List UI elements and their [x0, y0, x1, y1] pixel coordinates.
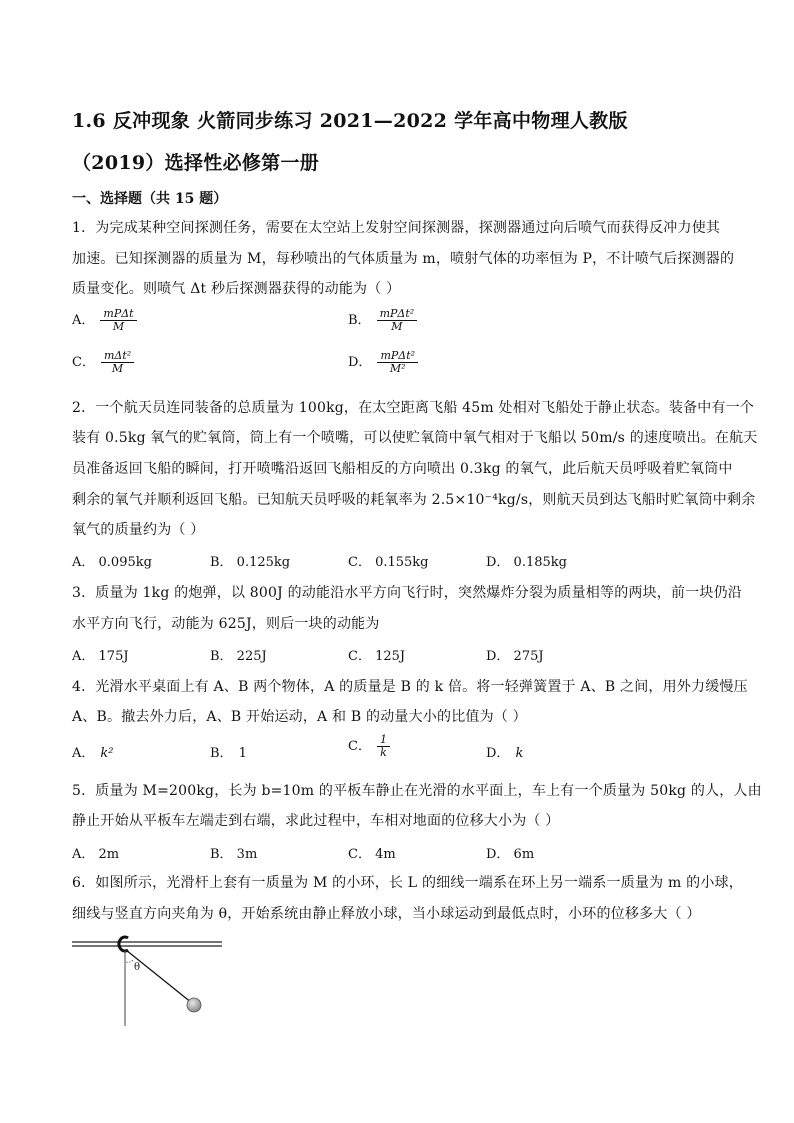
q4-option-a: A． k² [72, 746, 114, 761]
q5-option-a: A． 2m [72, 847, 120, 862]
q5-line-1: 5．质量为 M=200kg，长为 b=10m 的平板车静止在光滑的水平面上，车上有一个质量为 50kg 的人，人由 [72, 783, 762, 799]
q3-line-2: 水平方向飞行，动能为 625J，则后一块的动能为 [72, 616, 380, 632]
q6-line-1: 6．如图所示，光滑杆上套有一质量为 M 的小环，长 L 的细线一端系在环上另一端系一质量为 m 的小球， [72, 875, 743, 891]
pendulum-figure [70, 928, 230, 1028]
fraction: $\frac{\text{mPΔt²}}{M}$ [377, 308, 418, 333]
q2-option-b: B． 0.125kg [210, 555, 291, 570]
fraction: $\frac{\text{mPΔt²}}{\text{M²}}$ [377, 350, 418, 375]
q3-line-1: 3．质量为 1kg 的炮弹，以 800J 的动能沿水平方向飞行时，突然爆炸分裂为质量相等的两块，前一块仍沿 [72, 585, 742, 601]
q5-option-c: C． 4m [348, 847, 396, 862]
q2-line-5: 氧气的质量约为（ ） [72, 522, 205, 538]
q3-option-c: C． 125J [348, 649, 406, 664]
q1-line-3: 质量变化。则喷气 Δt 秒后探测器获得的动能为（ ） [72, 281, 401, 297]
q1-line-2: 加速。已知探测器的质量为 M，每秒喷出的气体质量为 m，喷射气体的功率恒为 P，不计喷气后探测器的 [72, 251, 735, 267]
q5-option-d: D． 6m [486, 847, 535, 862]
q2-option-d: D． 0.185kg [486, 555, 567, 570]
ring [119, 937, 128, 951]
q1-line-1: 1．为完成某种空间探测任务，需要在太空站上发射空间探测器，探测器通过向后喷气而获得反冲力使其 [72, 220, 721, 236]
q1-option-d: D． $\frac{\text{mPΔt²}}{\text{M²}}$ [348, 350, 418, 375]
q2-line-3: 员准备返回飞船的瞬间，打开喷嘴沿返回飞船相反的方向喷出 0.3kg 的氧气，此后航天员呼吸着贮氧筒中 [72, 461, 733, 477]
q3-option-b: B． 225J [210, 649, 267, 664]
q4-line-2: A、B。撤去外力后，A、B 开始运动，A 和 B 的动量大小的比值为（ ） [72, 709, 527, 725]
q2-line-2: 装有 0.5kg 氧气的贮氧筒，筒上有一个喷嘴，可以使贮氧筒中氧气相对于飞船以 50m/s 的速度喷出。在航天 [72, 430, 758, 446]
q1-option-c: C． $\frac{\text{mΔt²}}{M}$ [72, 350, 134, 375]
q5-line-2: 静止开始从平板车左端走到右端，求此过程中，车相对地面的位移大小为（ ） [72, 813, 560, 829]
fraction: $\frac{\text{mPΔt}}{M}$ [100, 308, 136, 333]
angle-arc [126, 960, 133, 962]
q2-line-4: 剩余的氧气并顺利返回飞船。已知航天员呼吸的耗氧率为 2.5×10⁻⁴kg/s，则航天员到达飞船时贮氧筒中剩余 [72, 492, 756, 508]
q4-option-b: B． 1 [210, 746, 247, 761]
q4-option-c: C． $\frac{1}{k}$ [348, 734, 390, 759]
angle-label: θ [134, 962, 141, 973]
q2-line-1: 2．一个航天员连同装备的总质量为 100kg，在太空距离飞船 45m 处相对飞船处于静止状态。装备中有一个 [72, 400, 755, 416]
section-heading: 一、选择题（共 15 题） [72, 191, 228, 207]
q4-line-1: 4．光滑水平桌面上有 A、B 两个物体，A 的质量是 B 的 k 倍。将一轻弹簧置于 A、B 之间，用外力缓慢压 [72, 679, 748, 695]
q4-option-d: D． k [486, 746, 524, 761]
q6-line-2: 细线与竖直方向夹角为 θ，开始系统由静止释放小球，当小球运动到最低点时，小环的位移多大（ ） [72, 906, 701, 922]
q1-option-a: A． $\frac{\text{mPΔt}}{M}$ [72, 308, 137, 333]
fraction: $\frac{1}{k}$ [377, 734, 390, 759]
q5-option-b: B． 3m [210, 847, 258, 862]
q2-option-c: C． 0.155kg [348, 555, 429, 570]
q3-option-d: D． 275J [486, 649, 544, 664]
q1-option-b: B． $\frac{\text{mPΔt²}}{M}$ [348, 308, 417, 333]
q2-option-a: A． 0.095kg [72, 555, 152, 570]
q3-option-a: A． 175J [72, 649, 129, 664]
ball [187, 998, 201, 1012]
fraction: $\frac{\text{mΔt²}}{M}$ [101, 350, 134, 375]
page-title-line1: 1.6 反冲现象 火箭同步练习 2021—2022 学年高中物理人教版 [72, 110, 628, 132]
page-title-line2: （2019）选择性必修第一册 [72, 152, 320, 174]
string [126, 950, 192, 1003]
